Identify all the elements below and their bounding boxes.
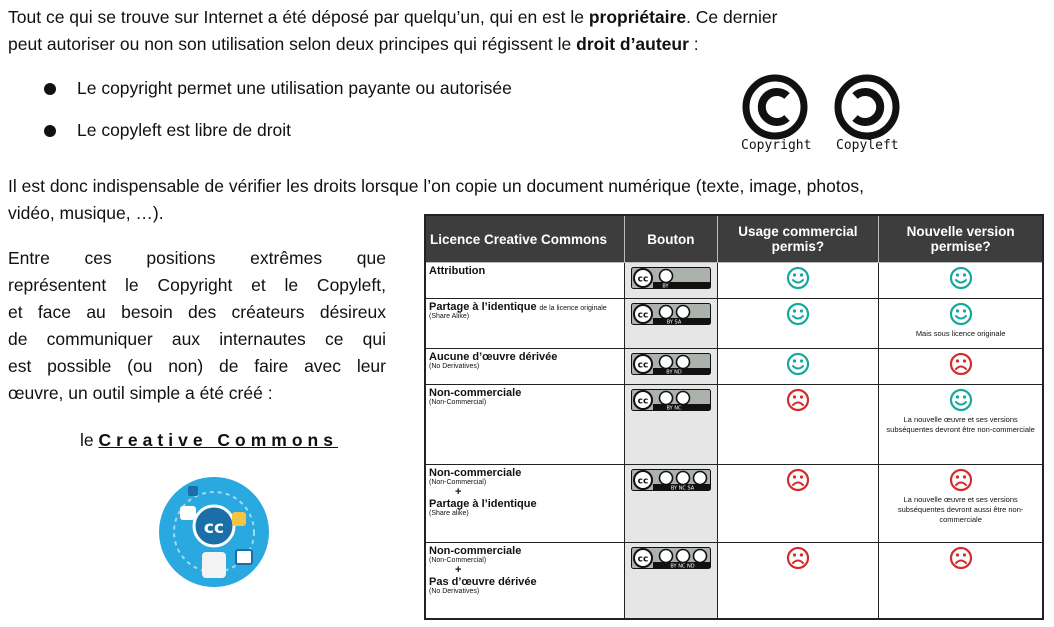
licence-name: Non-commerciale: [429, 545, 522, 557]
badge-cc-text: cc: [637, 554, 649, 565]
badge-code-text: BY NC: [666, 405, 682, 411]
badge-cc-text: cc: [637, 396, 649, 407]
header-new-version: Nouvelle version permise?: [879, 215, 1043, 263]
licence-sub: (No Derivatives): [429, 363, 480, 370]
commercial-cell: [717, 263, 879, 299]
happy-face-icon: [949, 388, 973, 412]
licence-name: Aucune d’œuvre dérivée: [429, 351, 558, 363]
sad-face-icon: [786, 546, 810, 570]
intro-bold-droit: droit d’auteur: [576, 34, 689, 54]
cc-disc-text: cc: [203, 518, 225, 538]
license-button-icon: [631, 547, 711, 569]
table-row: [425, 465, 1043, 543]
table-row: [425, 385, 1043, 465]
table-row: [425, 349, 1043, 385]
happy-face-icon: [949, 266, 973, 290]
commercial-cell: [717, 543, 879, 619]
copyright-label: Copyright: [741, 138, 812, 153]
licence-sub: (Non-Commercial): [429, 557, 487, 564]
license-button-icon: [631, 469, 711, 491]
plus-sign: +: [455, 486, 462, 498]
new-version-cell: [879, 263, 1043, 299]
button-cell: [625, 543, 717, 619]
button-cell: [625, 385, 717, 465]
sad-face-icon: [786, 468, 810, 492]
badge-code-text: BY NC SA: [670, 485, 695, 491]
commercial-cell: [717, 385, 879, 465]
happy-face-icon: [786, 352, 810, 376]
new-version-cell: [879, 543, 1043, 619]
cc-title-prefix: le: [80, 430, 99, 450]
header-bouton: Bouton: [625, 215, 717, 263]
check-line-2: vidéo, musique, …).: [8, 203, 164, 223]
licence-cell: [425, 465, 625, 543]
button-cell: [625, 465, 717, 543]
bullet-copyright: Le copyright permet une utilisation payante ou autorisée: [77, 78, 512, 98]
new-version-cell: [879, 465, 1043, 543]
happy-face-icon: [786, 302, 810, 326]
badge-cc-text: cc: [637, 310, 649, 321]
intro-text: :: [688, 34, 699, 54]
bullet-dot: [44, 125, 56, 137]
button-cell: [625, 299, 717, 349]
badge-code-text: BY ND: [666, 369, 682, 375]
table-row: [425, 299, 1043, 349]
badge-code-text: BY: [662, 283, 669, 289]
table-header-row: [425, 215, 1043, 263]
licence-name: Non-commerciale: [429, 387, 522, 399]
side-line: Entre ces positions extrêmes que: [8, 248, 386, 268]
sad-face-icon: [949, 352, 973, 376]
intro-text: peut autoriser ou non son utilisation selon deux principes qui régissent le: [8, 34, 577, 54]
intro-text: Tout ce qui se trouve sur Internet a été déposé par quelqu’un, qui en est le: [8, 7, 589, 27]
sad-face-icon: [949, 468, 973, 492]
badge-cc-text: cc: [637, 274, 649, 285]
intro-bold-proprietaire: propriétaire: [588, 7, 687, 27]
badge-code-text: BY NC ND: [670, 563, 695, 569]
table-row: [425, 263, 1043, 299]
badge-cc-text: cc: [637, 476, 649, 487]
plus-sign: +: [455, 564, 462, 576]
new-version-cell: [879, 349, 1043, 385]
licence-sub: (Share Alike): [429, 313, 470, 320]
license-button-icon: [631, 389, 711, 411]
side-line: et face au besoin des créateurs désireux: [8, 302, 386, 322]
sad-face-icon: [786, 388, 810, 412]
licence-sub-2: (Share alike): [429, 510, 469, 517]
intro-text: . Ce dernier: [686, 7, 778, 27]
badge-code-text: BY SA: [666, 319, 682, 325]
side-line: est possible (ou non) de faire avec leur: [8, 356, 386, 376]
copyright-logo-icon: [740, 74, 810, 145]
licence-cell: [425, 385, 625, 465]
licence-sub-2: (No Derivatives): [429, 588, 480, 595]
check-line-1: Il est donc indispensable de vérifier les droits lorsque l’on copie un document numérique (texte, image, photos,: [8, 176, 865, 196]
licence-cell: [425, 349, 625, 385]
license-button-icon: [631, 267, 711, 289]
side-line: de communiquer aux internautes ce qui: [8, 329, 386, 349]
sad-face-icon: [949, 546, 973, 570]
licence-sub: (Non-Commercial): [429, 479, 487, 486]
badge-cc-text: cc: [637, 360, 649, 371]
new-version-note: La nouvelle œuvre et ses versions subséquentes devront aussi être non-commerciale: [897, 495, 1024, 524]
bullet-dot: [44, 83, 56, 95]
licence-name: Attribution: [429, 265, 486, 277]
table-row: [425, 543, 1043, 619]
licence-inline-note: de la licence originale: [539, 305, 607, 312]
bullet-copyleft: Le copyleft est libre de droit: [77, 120, 292, 140]
licence-name-2: Partage à l’identique: [429, 498, 537, 510]
licence-cell: [425, 543, 625, 619]
cc-title-name: Creative Commons: [98, 430, 338, 450]
button-cell: [625, 263, 717, 299]
new-version-note: Mais sous licence originale: [915, 329, 1006, 338]
new-version-cell: [879, 299, 1043, 349]
commercial-cell: [717, 299, 879, 349]
licence-cell: [425, 263, 625, 299]
happy-face-icon: [786, 266, 810, 290]
intro-line-1: [8, 4, 778, 30]
licence-name: Partage à l’identique: [429, 301, 537, 313]
new-version-cell: [879, 385, 1043, 465]
header-commercial: Usage commercial permis?: [717, 215, 879, 263]
new-version-note: La nouvelle œuvre et ses versions subséquentes devront être non-commerciale: [886, 415, 1035, 434]
licence-name: Non-commerciale: [429, 467, 522, 479]
copyleft-label: Copyleft: [836, 138, 899, 153]
licence-sub: (Non-Commercial): [429, 399, 487, 406]
license-button-icon: [631, 303, 711, 325]
side-line: représentent le Copyright et le Copyleft,: [8, 275, 386, 295]
license-button-icon: [631, 353, 711, 375]
licence-name-2: Pas d’œuvre dérivée: [429, 576, 537, 588]
creative-commons-title: [80, 430, 338, 451]
commercial-cell: [717, 349, 879, 385]
creative-commons-table: [424, 214, 1044, 620]
intro-line-2: [8, 31, 699, 57]
header-licence: Licence Creative Commons: [425, 215, 625, 263]
commercial-cell: [717, 465, 879, 543]
licence-cell: [425, 299, 625, 349]
side-line: œuvre, un outil simple a été créé :: [8, 383, 273, 403]
happy-face-icon: [949, 302, 973, 326]
button-cell: [625, 349, 717, 385]
creative-commons-illustration-icon: [158, 476, 270, 593]
copyleft-logo-icon: [832, 74, 902, 145]
